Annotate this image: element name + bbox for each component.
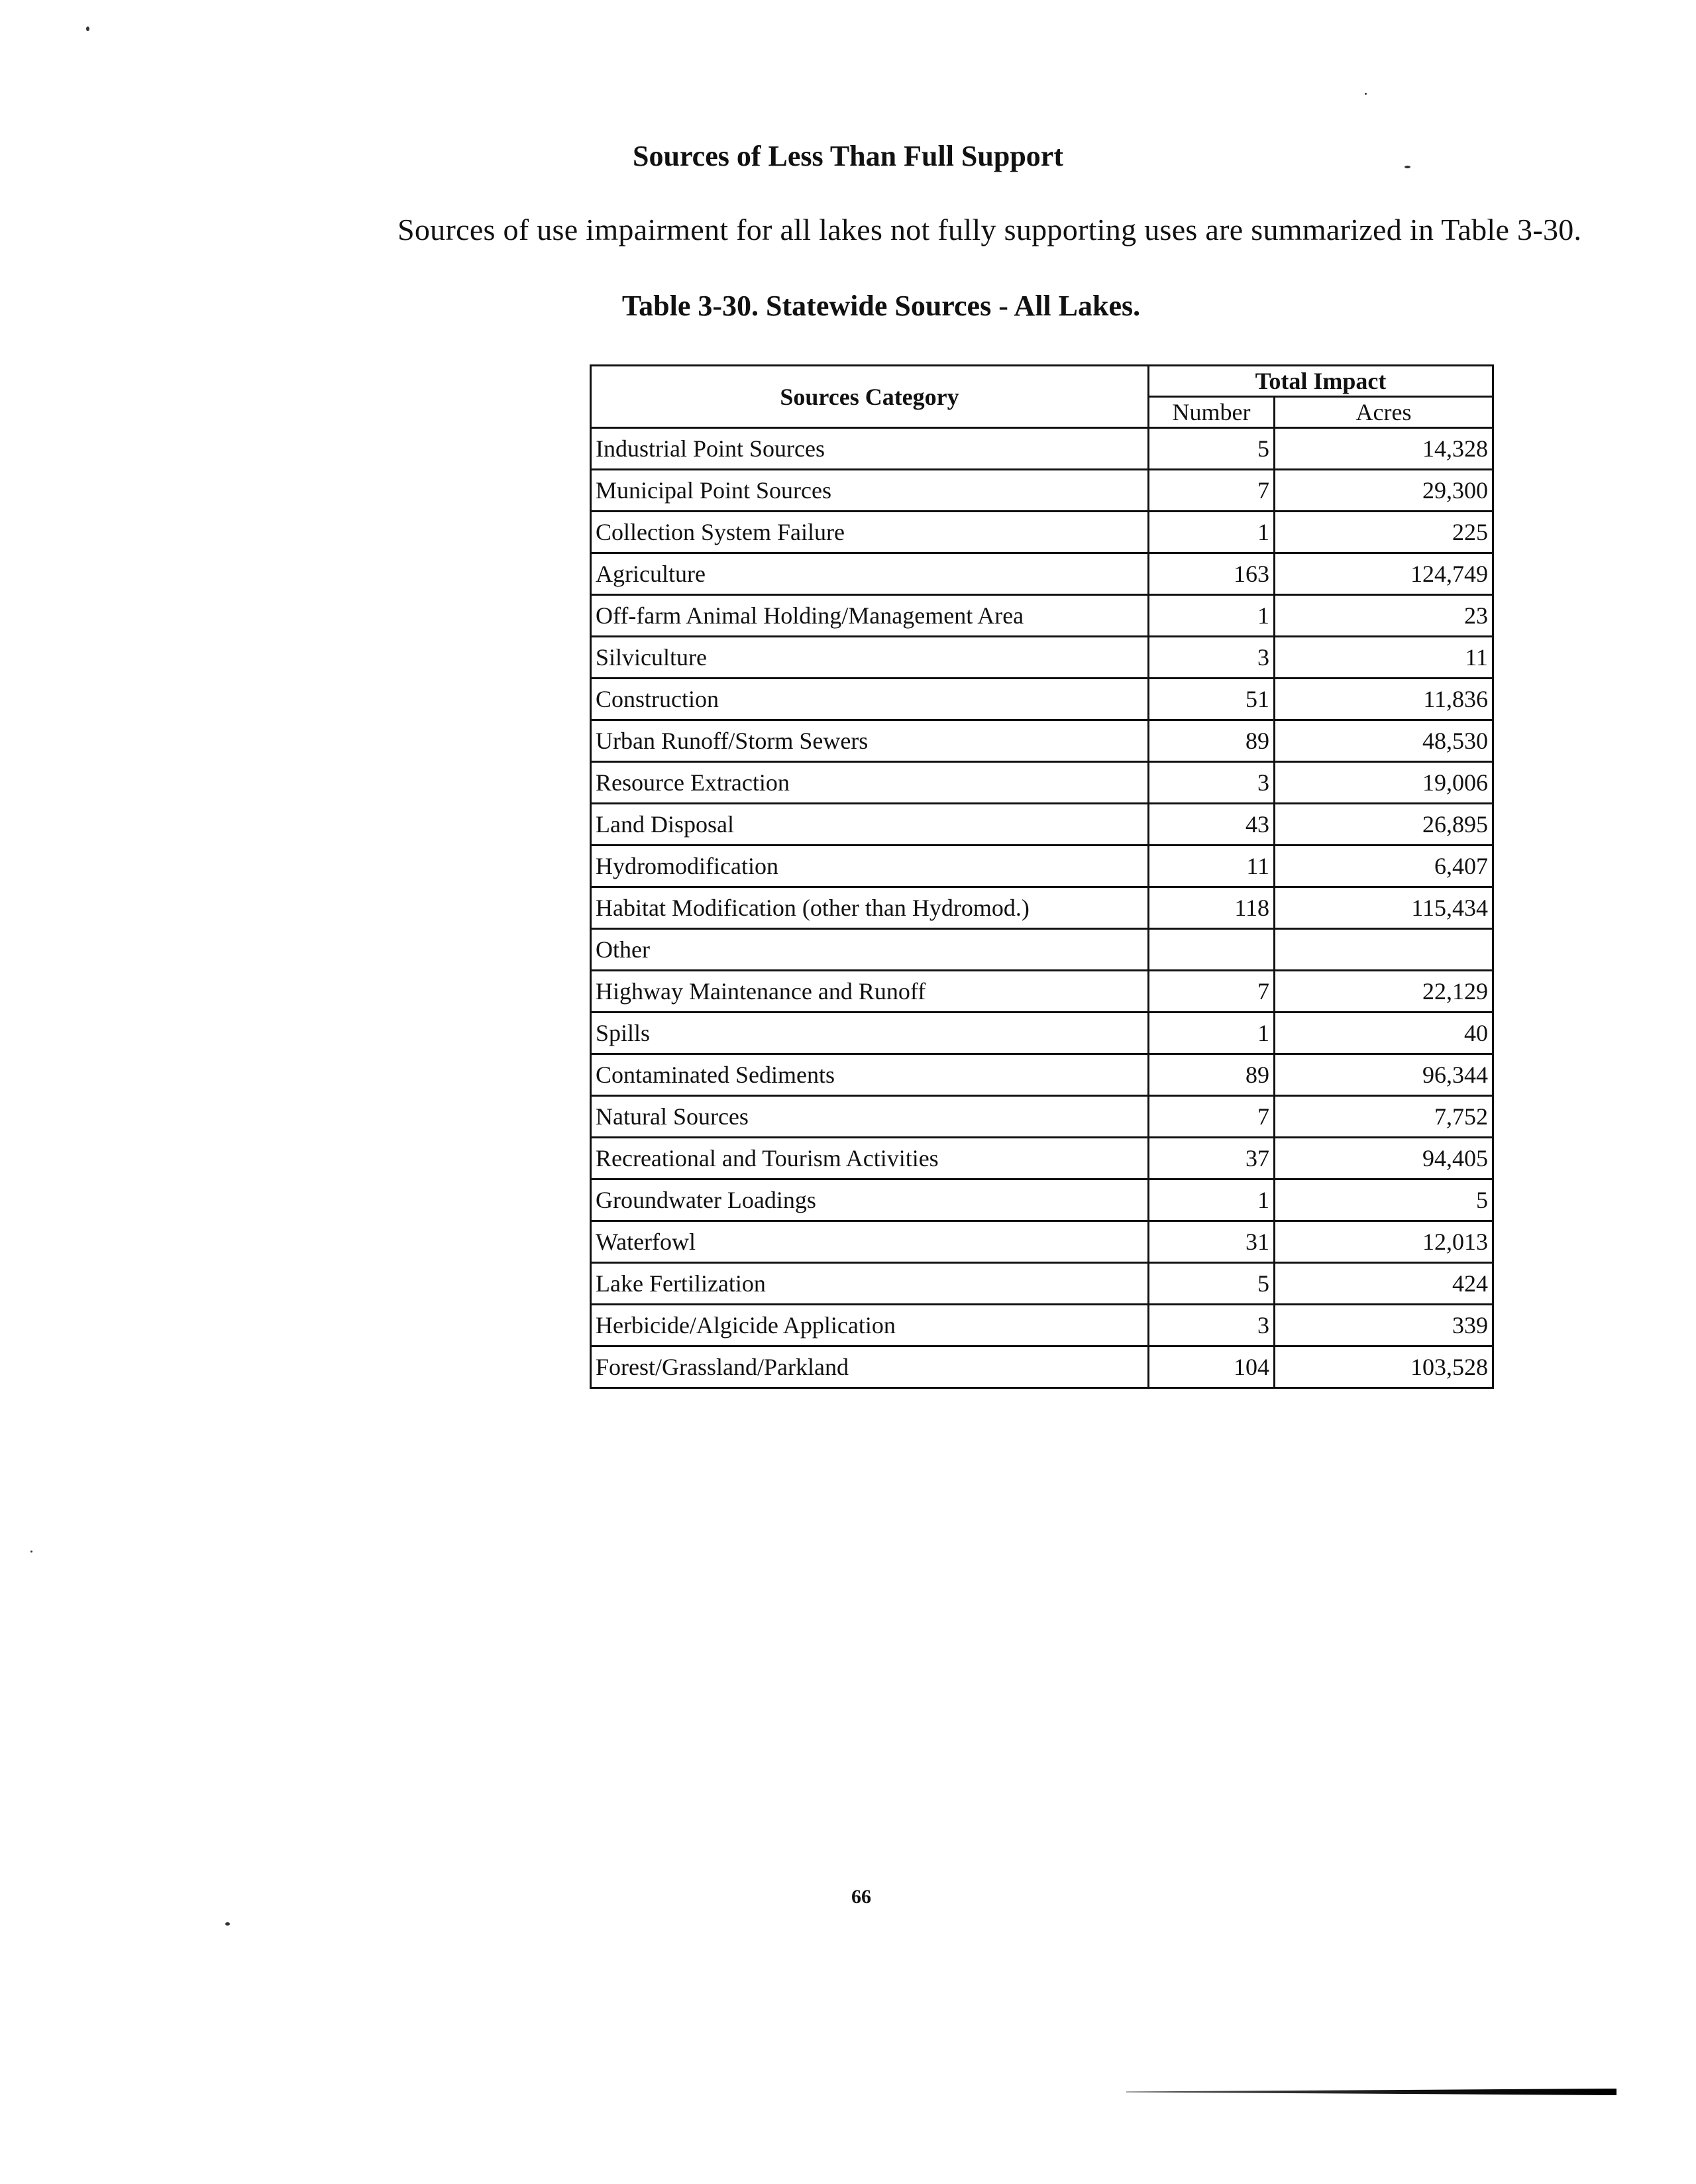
source-number: 7 [1149, 470, 1275, 512]
source-number [1149, 929, 1275, 971]
table-row [591, 595, 1493, 637]
source-label: Off-farm Animal Holding/Management Area [591, 595, 1149, 637]
source-label: Silviculture [591, 637, 1149, 679]
source-acres: 6,407 [1275, 846, 1493, 887]
table-body [591, 428, 1493, 1388]
source-number: 3 [1149, 1305, 1275, 1346]
scan-edge-rule [1126, 2089, 1616, 2095]
scan-speck [30, 1551, 32, 1553]
section-heading: Sources of Less Than Full Support [633, 140, 1063, 172]
source-acres: 115,434 [1275, 887, 1493, 929]
table-caption: Table 3-30. Statewide Sources - All Lakes. [621, 290, 1141, 322]
source-acres [1275, 929, 1493, 971]
table-row [591, 1221, 1493, 1263]
source-acres: 12,013 [1275, 1221, 1493, 1263]
source-label: Contaminated Sediments [591, 1054, 1149, 1096]
source-acres: 26,895 [1275, 804, 1493, 846]
source-label: Construction [591, 679, 1149, 720]
table-row [591, 929, 1493, 971]
source-acres: 94,405 [1275, 1138, 1493, 1179]
source-number: 5 [1149, 428, 1275, 470]
table-row [591, 720, 1493, 762]
source-acres: 96,344 [1275, 1054, 1493, 1096]
source-acres: 424 [1275, 1263, 1493, 1305]
source-label: Other [591, 929, 1149, 971]
table-row [591, 1179, 1493, 1221]
source-number: 7 [1149, 971, 1275, 1012]
scan-speck [1404, 166, 1410, 168]
scan-speck [86, 27, 89, 31]
table-row [591, 637, 1493, 679]
source-acres: 48,530 [1275, 720, 1493, 762]
table-row [591, 971, 1493, 1012]
table-row [591, 804, 1493, 846]
source-number: 3 [1149, 762, 1275, 804]
table-row [591, 1012, 1493, 1054]
table-row [591, 1305, 1493, 1346]
source-label: Natural Sources [591, 1096, 1149, 1138]
source-number: 43 [1149, 804, 1275, 846]
source-label: Forest/Grassland/Parkland [591, 1346, 1149, 1388]
source-label: Lake Fertilization [591, 1263, 1149, 1305]
source-acres: 14,328 [1275, 428, 1493, 470]
acres-header: Acres [1275, 397, 1493, 428]
source-number: 1 [1149, 595, 1275, 637]
source-number: 11 [1149, 846, 1275, 887]
total-impact-header: Total Impact [1149, 366, 1493, 397]
number-header: Number [1149, 397, 1275, 428]
source-acres: 23 [1275, 595, 1493, 637]
sources-category-header: Sources Category [591, 366, 1149, 428]
source-label: Urban Runoff/Storm Sewers [591, 720, 1149, 762]
scan-speck [225, 1922, 230, 1926]
source-number: 1 [1149, 1012, 1275, 1054]
source-acres: 40 [1275, 1012, 1493, 1054]
source-label: Recreational and Tourism Activities [591, 1138, 1149, 1179]
source-number: 89 [1149, 720, 1275, 762]
source-number: 1 [1149, 1179, 1275, 1221]
source-acres: 339 [1275, 1305, 1493, 1346]
source-acres: 225 [1275, 512, 1493, 553]
table-row [591, 470, 1493, 512]
source-number: 31 [1149, 1221, 1275, 1263]
source-label: Industrial Point Sources [591, 428, 1149, 470]
table-row [591, 887, 1493, 929]
source-number: 5 [1149, 1263, 1275, 1305]
source-acres: 124,749 [1275, 553, 1493, 595]
source-label: Hydromodification [591, 846, 1149, 887]
source-label: Habitat Modification (other than Hydromod.) [591, 887, 1149, 929]
source-acres: 7,752 [1275, 1096, 1493, 1138]
source-number: 37 [1149, 1138, 1275, 1179]
source-number: 118 [1149, 887, 1275, 929]
source-number: 89 [1149, 1054, 1275, 1096]
table-row [591, 1096, 1493, 1138]
table-row [591, 1263, 1493, 1305]
source-label: Groundwater Loadings [591, 1179, 1149, 1221]
source-number: 3 [1149, 637, 1275, 679]
source-number: 1 [1149, 512, 1275, 553]
source-acres: 29,300 [1275, 470, 1493, 512]
source-number: 7 [1149, 1096, 1275, 1138]
source-number: 163 [1149, 553, 1275, 595]
table-row [591, 553, 1493, 595]
table-row [591, 512, 1493, 553]
source-label: Herbicide/Algicide Application [591, 1305, 1149, 1346]
table-row [591, 1054, 1493, 1096]
source-acres: 5 [1275, 1179, 1493, 1221]
source-label: Resource Extraction [591, 762, 1149, 804]
source-label: Land Disposal [591, 804, 1149, 846]
source-acres: 103,528 [1275, 1346, 1493, 1388]
sources-table [590, 364, 1494, 1389]
source-number: 51 [1149, 679, 1275, 720]
table-row [591, 1346, 1493, 1388]
source-acres: 11,836 [1275, 679, 1493, 720]
source-number: 104 [1149, 1346, 1275, 1388]
source-acres: 11 [1275, 637, 1493, 679]
source-label: Collection System Failure [591, 512, 1149, 553]
source-acres: 22,129 [1275, 971, 1493, 1012]
scan-speck [1365, 93, 1367, 95]
source-label: Highway Maintenance and Runoff [591, 971, 1149, 1012]
source-label: Waterfowl [591, 1221, 1149, 1263]
source-acres: 19,006 [1275, 762, 1493, 804]
intro-paragraph: Sources of use impairment for all lakes not fully supporting uses are summarized in Table 3-30. [398, 213, 1582, 246]
table-row [591, 1138, 1493, 1179]
table-row [591, 762, 1493, 804]
source-label: Municipal Point Sources [591, 470, 1149, 512]
table-row [591, 679, 1493, 720]
source-label: Spills [591, 1012, 1149, 1054]
table-row [591, 428, 1493, 470]
table-row [591, 846, 1493, 887]
page-number: 66 [851, 1886, 871, 1908]
source-label: Agriculture [591, 553, 1149, 595]
